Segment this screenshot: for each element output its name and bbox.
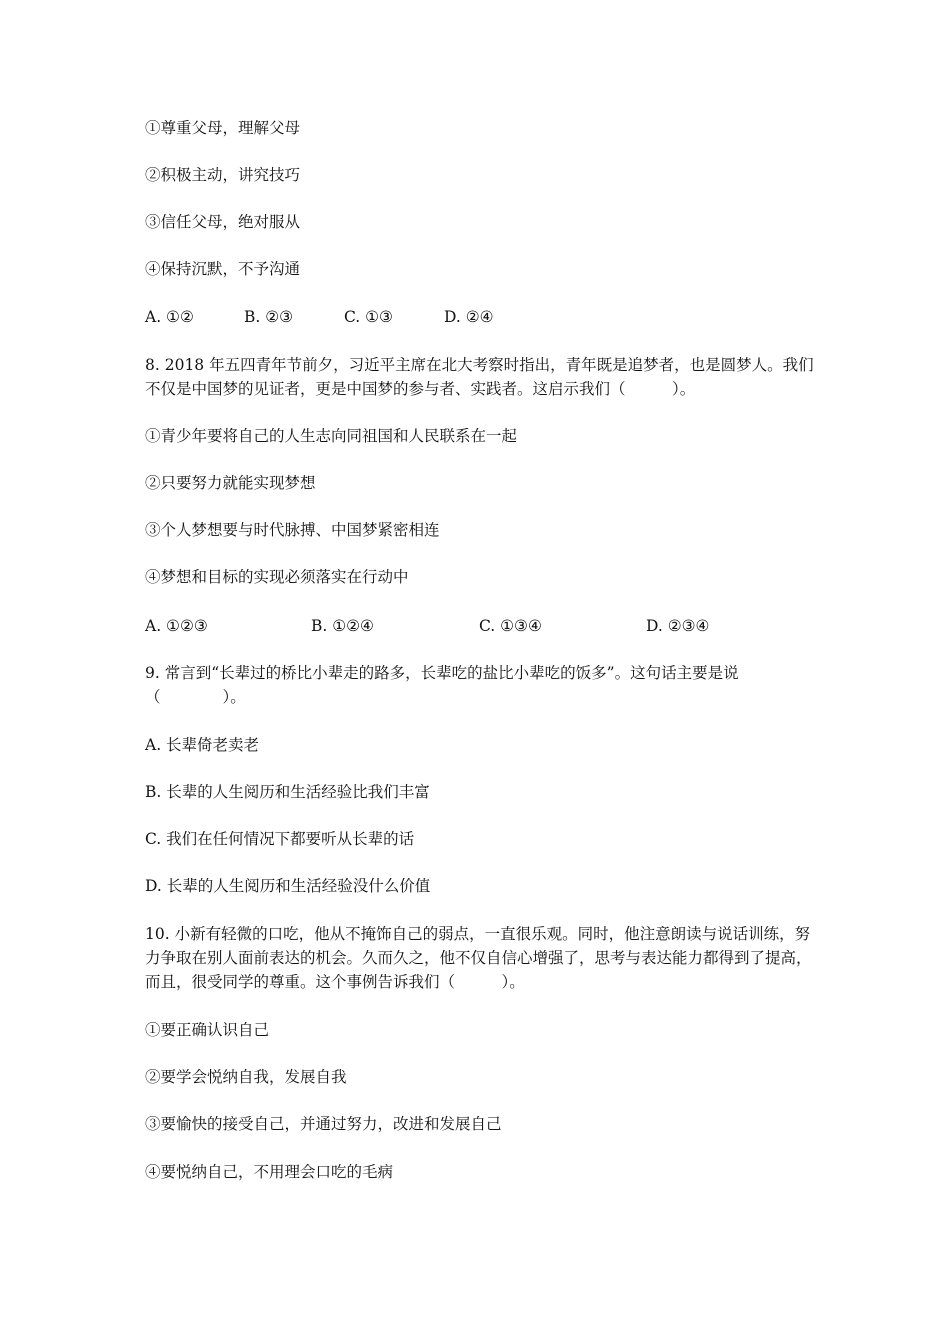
q8-choice-b: B. ①②④ <box>311 617 374 635</box>
q9-stem: 9. 常言到“长辈过的桥比小辈走的路多，长辈吃的盐比小辈吃的饭多”。这句话主要是说（ ）。 <box>145 664 739 706</box>
q7-choice-a: A. ①② <box>145 308 194 326</box>
q7-choice-b: B. ②③ <box>244 308 294 326</box>
q9-choice-a: A. 长辈倚老卖老 <box>145 736 260 754</box>
q8-choice-d: D. ②③④ <box>646 617 710 635</box>
q8-choice-c: C. ①③④ <box>479 617 542 635</box>
q7-item-3: ③信任父母，绝对服从 <box>145 213 301 231</box>
q8-item-3: ③个人梦想要与时代脉搏、中国梦紧密相连 <box>145 521 440 539</box>
q10-item-2: ②要学会悦纳自我，发展自我 <box>145 1068 347 1086</box>
q8-item-4: ④梦想和目标的实现必须落实在行动中 <box>145 568 409 586</box>
q7-item-1: ①尊重父母，理解父母 <box>145 119 301 137</box>
q7-choice-c: C. ①③ <box>344 308 393 326</box>
q10-item-4: ④要悦纳自己，不用理会口吃的毛病 <box>145 1163 394 1181</box>
q7-choice-d: D. ②④ <box>444 308 494 326</box>
q8-stem: 8. 2018 年五四青年节前夕，习近平主席在北大考察时指出，青年既是追梦者，也是圆梦人。我们不仅是中国梦的见证者，更是中国梦的参与者、实践者。这启示我们（ ）。 <box>145 356 814 398</box>
q9-choice-c: C. 我们在任何情况下都要听从长辈的话 <box>145 830 415 848</box>
q10-item-3: ③要愉快的接受自己，并通过努力，改进和发展自己 <box>145 1115 502 1133</box>
q8-item-1: ①青少年要将自己的人生志向同祖国和人民联系在一起 <box>145 427 518 445</box>
q7-item-2: ②积极主动，讲究技巧 <box>145 166 301 184</box>
q10-stem: 10. 小新有轻微的口吃，他从不掩饰自己的弱点，一直很乐观。同时，他注意朗读与说话训练，努力争取在别人面前表达的机会。久而久之，他不仅自信心增强了，思考与表达能力都得到了提高，而且，很受同学的尊重。这个事例告诉我们（ ）。 <box>145 925 812 991</box>
q9-choice-b: B. 长辈的人生阅历和生活经验比我们丰富 <box>145 783 430 801</box>
q8-choice-a: A. ①②③ <box>145 617 208 635</box>
q9-choice-d: D. 长辈的人生阅历和生活经验没什么价值 <box>145 877 431 895</box>
q8-item-2: ②只要努力就能实现梦想 <box>145 474 316 492</box>
q7-item-4: ④保持沉默，不予沟通 <box>145 260 301 278</box>
q10-item-1: ①要正确认识自己 <box>145 1021 270 1039</box>
